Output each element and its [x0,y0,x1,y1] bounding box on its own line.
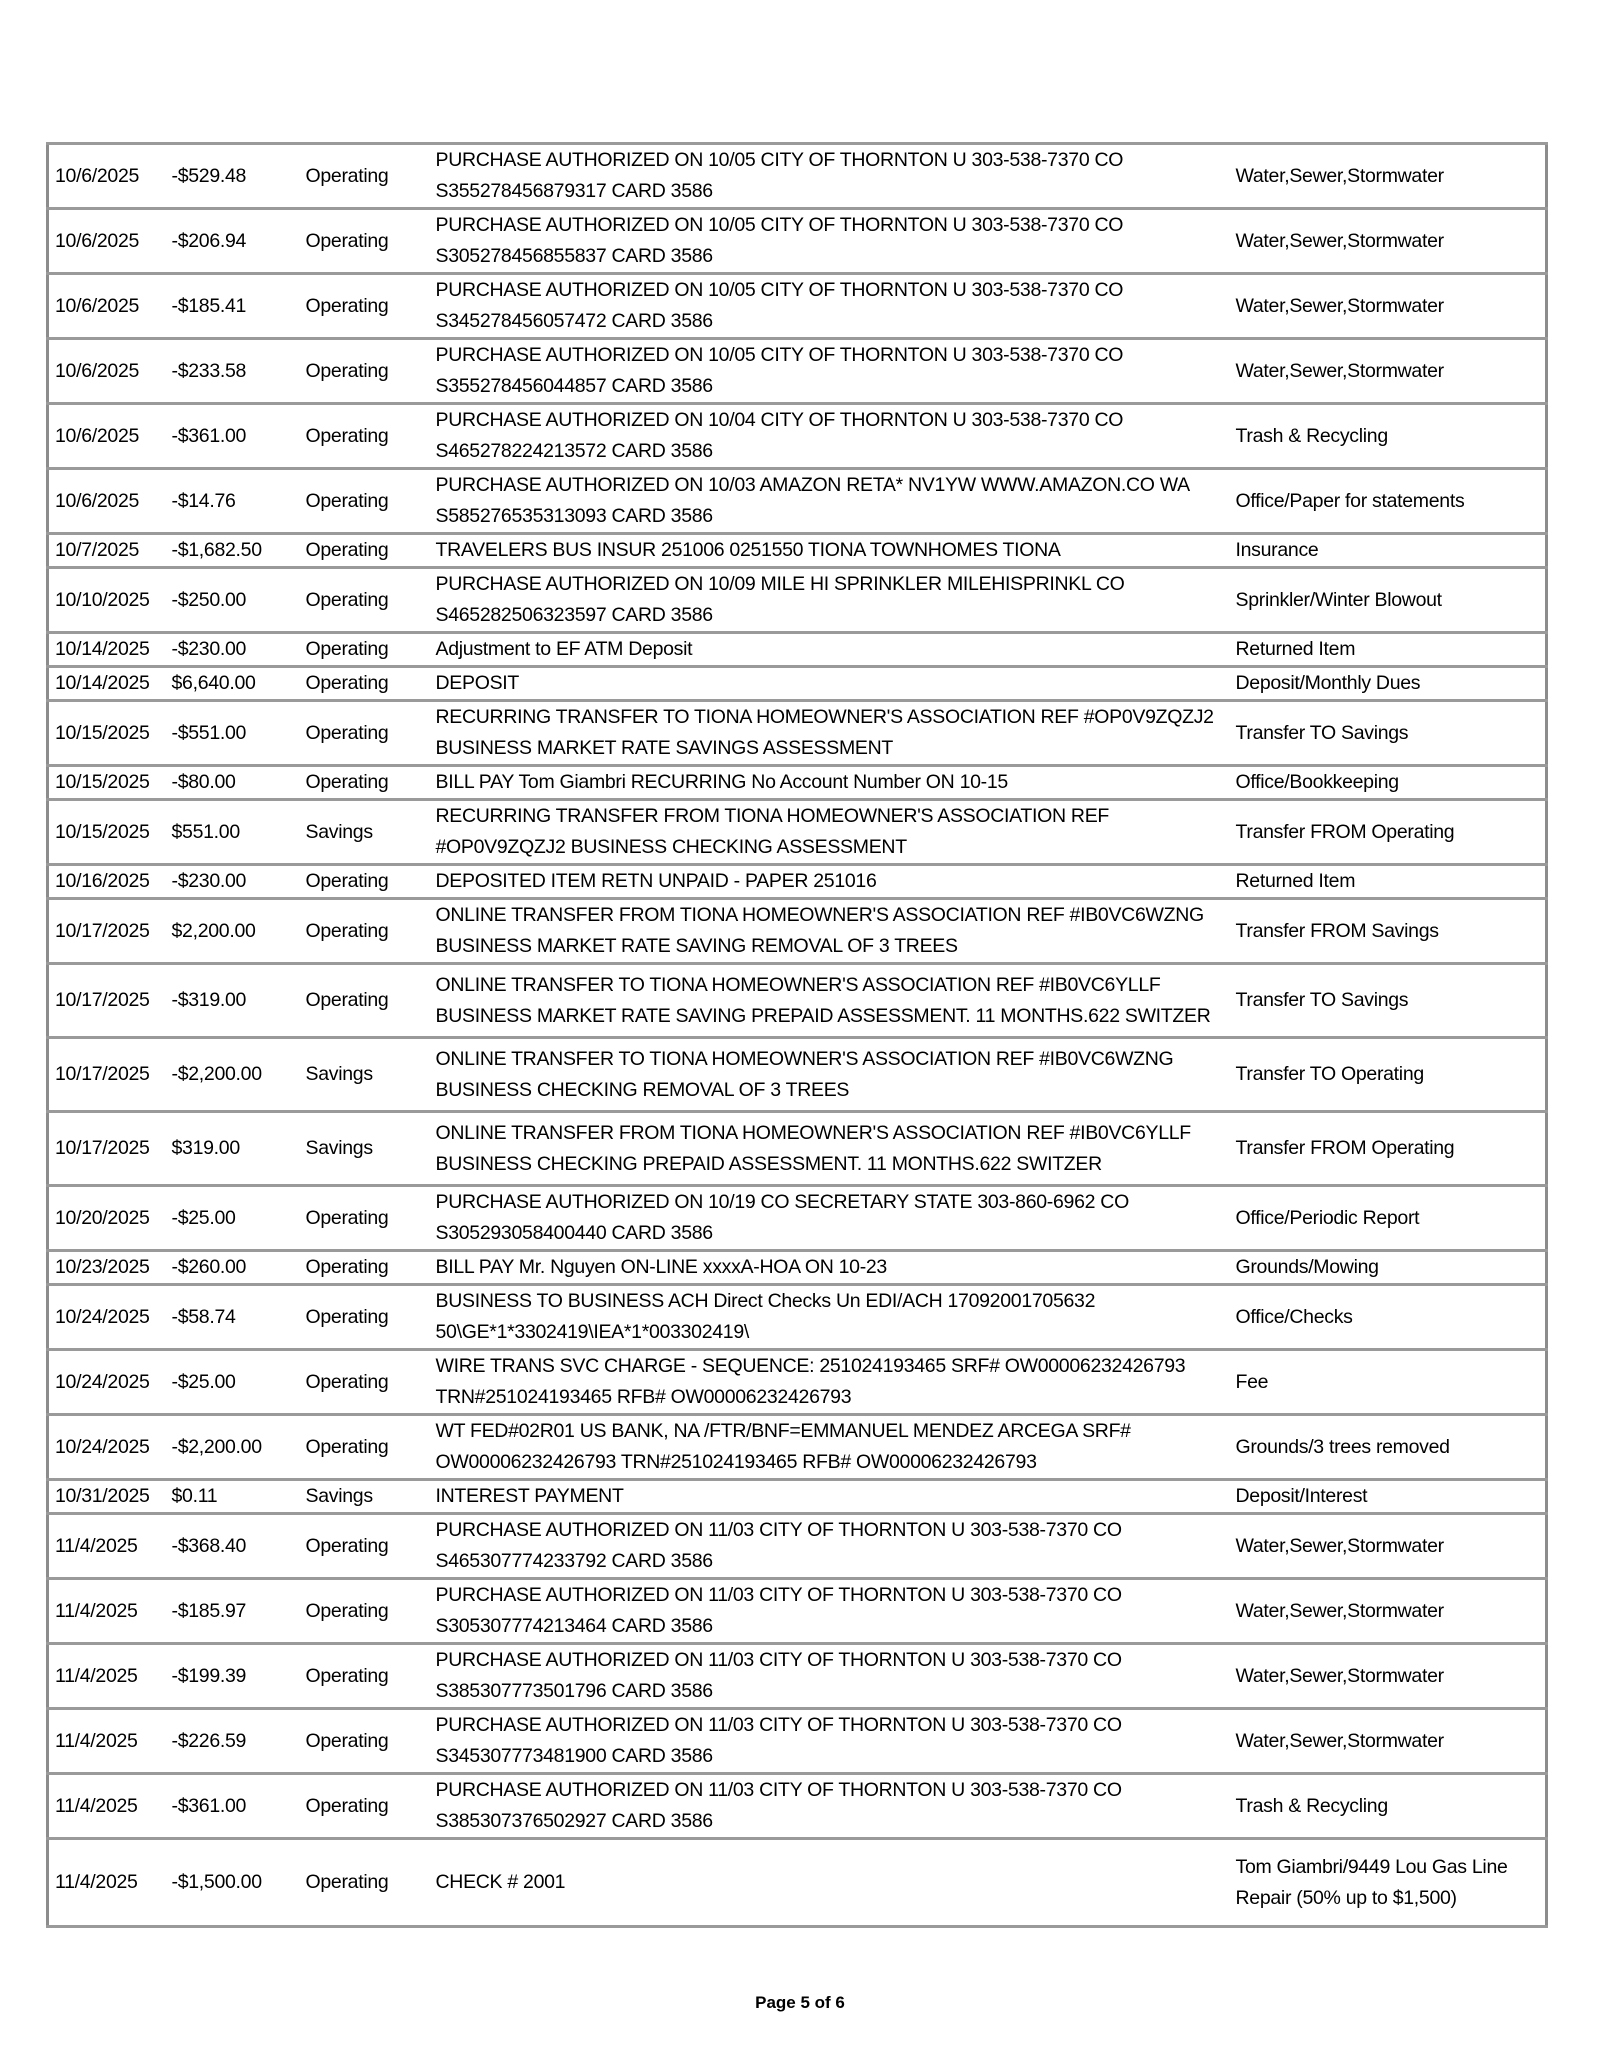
transaction-amount: -$260.00 [166,1251,300,1285]
transaction-date: 10/6/2025 [48,339,166,404]
transaction-account: Savings [300,1038,430,1112]
transaction-date: 11/4/2025 [48,1709,166,1774]
transaction-date: 10/24/2025 [48,1415,166,1480]
transaction-account: Operating [300,144,430,209]
transaction-amount: -$25.00 [166,1186,300,1251]
transaction-date: 10/6/2025 [48,404,166,469]
transaction-row [48,1839,1547,1927]
transaction-row [48,1038,1547,1112]
transaction-row [48,1774,1547,1839]
transaction-amount: -$226.59 [166,1709,300,1774]
transaction-account: Operating [300,469,430,534]
transaction-row [48,339,1547,404]
transaction-account: Operating [300,633,430,667]
transaction-description: PURCHASE AUTHORIZED ON 10/04 CITY OF THORNTON U 303-538-7370 CO S465278224213572 CARD 3586 [430,404,1230,469]
transaction-row [48,209,1547,274]
transaction-category: Deposit/Interest [1230,1480,1547,1514]
transaction-category: Office/Paper for statements [1230,469,1547,534]
transaction-date: 10/6/2025 [48,469,166,534]
transaction-row [48,1514,1547,1579]
transaction-account: Operating [300,701,430,766]
transaction-account: Operating [300,766,430,800]
transaction-category: Transfer TO Operating [1230,1038,1547,1112]
transaction-description: PURCHASE AUTHORIZED ON 10/05 CITY OF THORNTON U 303-538-7370 CO S305278456855837 CARD 3586 [430,209,1230,274]
transaction-amount: -$1,500.00 [166,1839,300,1927]
transaction-date: 10/10/2025 [48,568,166,633]
transaction-description: ONLINE TRANSFER TO TIONA HOMEOWNER'S ASSOCIATION REF #IB0VC6YLLF BUSINESS MARKET RATE SAVING PREPAID ASSESSMENT. 11 MONTHS.622 SWITZER [430,964,1230,1038]
transaction-amount: -$80.00 [166,766,300,800]
transaction-row [48,964,1547,1038]
transaction-description: BUSINESS TO BUSINESS ACH Direct Checks Un EDI/ACH 17092001705632 50\GE*1*3302419\IEA*1*003302419\ [430,1285,1230,1350]
transaction-amount: -$551.00 [166,701,300,766]
transaction-description: PURCHASE AUTHORIZED ON 11/03 CITY OF THORNTON U 303-538-7370 CO S345307773481900 CARD 3586 [430,1709,1230,1774]
transaction-amount: $319.00 [166,1112,300,1186]
transaction-date: 10/24/2025 [48,1285,166,1350]
transaction-account: Operating [300,1579,430,1644]
transaction-row [48,404,1547,469]
transaction-account: Operating [300,865,430,899]
transaction-amount: -$206.94 [166,209,300,274]
transaction-category: Transfer FROM Savings [1230,899,1547,964]
transaction-description: RECURRING TRANSFER FROM TIONA HOMEOWNER'S ASSOCIATION REF #OP0V9ZQZJ2 BUSINESS CHECKING ASSESSMENT [430,800,1230,865]
transaction-description: RECURRING TRANSFER TO TIONA HOMEOWNER'S ASSOCIATION REF #OP0V9ZQZJ2 BUSINESS MARKET RATE SAVINGS ASSESSMENT [430,701,1230,766]
transaction-description: PURCHASE AUTHORIZED ON 11/03 CITY OF THORNTON U 303-538-7370 CO S385307376502927 CARD 3586 [430,1774,1230,1839]
transaction-amount: -$25.00 [166,1350,300,1415]
transaction-date: 11/4/2025 [48,1579,166,1644]
transaction-amount: -$185.97 [166,1579,300,1644]
transaction-date: 10/15/2025 [48,701,166,766]
transaction-amount: $551.00 [166,800,300,865]
transaction-description: PURCHASE AUTHORIZED ON 10/09 MILE HI SPRINKLER MILEHISPRINKL CO S465282506323597 CARD 3586 [430,568,1230,633]
transaction-category: Transfer TO Savings [1230,964,1547,1038]
transaction-category: Tom Giambri/9449 Lou Gas Line Repair (50% up to $1,500) [1230,1839,1547,1927]
transaction-category: Transfer FROM Operating [1230,1112,1547,1186]
transaction-account: Operating [300,964,430,1038]
transaction-amount: -$1,682.50 [166,534,300,568]
transaction-date: 10/31/2025 [48,1480,166,1514]
transaction-row [48,568,1547,633]
transaction-amount: -$58.74 [166,1285,300,1350]
transaction-account: Operating [300,209,430,274]
transaction-date: 10/6/2025 [48,274,166,339]
transaction-description: DEPOSITED ITEM RETN UNPAID - PAPER 251016 [430,865,1230,899]
transaction-category: Office/Checks [1230,1285,1547,1350]
transaction-account: Operating [300,1774,430,1839]
transaction-account: Operating [300,1415,430,1480]
transaction-date: 10/16/2025 [48,865,166,899]
transaction-description: INTEREST PAYMENT [430,1480,1230,1514]
transaction-category: Fee [1230,1350,1547,1415]
transactions-table [46,142,1548,1928]
transaction-date: 10/20/2025 [48,1186,166,1251]
transaction-category: Office/Periodic Report [1230,1186,1547,1251]
transaction-date: 11/4/2025 [48,1774,166,1839]
transaction-date: 10/7/2025 [48,534,166,568]
transaction-row [48,144,1547,209]
transaction-account: Operating [300,568,430,633]
transaction-account: Operating [300,1514,430,1579]
transaction-description: ONLINE TRANSFER FROM TIONA HOMEOWNER'S ASSOCIATION REF #IB0VC6WZNG BUSINESS MARKET RATE SAVING REMOVAL OF 3 TREES [430,899,1230,964]
transaction-category: Returned Item [1230,633,1547,667]
transaction-description: PURCHASE AUTHORIZED ON 11/03 CITY OF THORNTON U 303-538-7370 CO S305307774213464 CARD 3586 [430,1579,1230,1644]
transaction-date: 10/23/2025 [48,1251,166,1285]
transaction-account: Operating [300,1350,430,1415]
transaction-account: Operating [300,1839,430,1927]
transaction-category: Grounds/Mowing [1230,1251,1547,1285]
transaction-category: Trash & Recycling [1230,1774,1547,1839]
transaction-amount: -$368.40 [166,1514,300,1579]
transaction-description: Adjustment to EF ATM Deposit [430,633,1230,667]
transaction-row [48,800,1547,865]
transaction-row [48,274,1547,339]
transaction-amount: -$529.48 [166,144,300,209]
transaction-amount: -$361.00 [166,404,300,469]
transaction-category: Water,Sewer,Stormwater [1230,1514,1547,1579]
transaction-account: Operating [300,1709,430,1774]
transaction-category: Water,Sewer,Stormwater [1230,274,1547,339]
transaction-description: ONLINE TRANSFER TO TIONA HOMEOWNER'S ASSOCIATION REF #IB0VC6WZNG BUSINESS CHECKING REMOVAL OF 3 TREES [430,1038,1230,1112]
transaction-date: 10/17/2025 [48,899,166,964]
transactions-body [48,144,1547,1927]
transaction-row [48,534,1547,568]
transaction-description: TRAVELERS BUS INSUR 251006 0251550 TIONA TOWNHOMES TIONA [430,534,1230,568]
transaction-description: WT FED#02R01 US BANK, NA /FTR/BNF=EMMANUEL MENDEZ ARCEGA SRF# OW00006232426793 TRN#251024193465 RFB# OW00006232426793 [430,1415,1230,1480]
transaction-date: 10/6/2025 [48,144,166,209]
transaction-account: Savings [300,1480,430,1514]
transaction-description: PURCHASE AUTHORIZED ON 10/03 AMAZON RETA* NV1YW WWW.AMAZON.CO WA S585276535313093 CARD 3586 [430,469,1230,534]
transaction-description: PURCHASE AUTHORIZED ON 11/03 CITY OF THORNTON U 303-538-7370 CO S385307773501796 CARD 3586 [430,1644,1230,1709]
transaction-row [48,1644,1547,1709]
transaction-category: Office/Bookkeeping [1230,766,1547,800]
transaction-account: Operating [300,1285,430,1350]
transaction-category: Transfer FROM Operating [1230,800,1547,865]
transaction-category: Deposit/Monthly Dues [1230,667,1547,701]
transaction-date: 10/17/2025 [48,1038,166,1112]
transaction-amount: -$250.00 [166,568,300,633]
transaction-amount: -$319.00 [166,964,300,1038]
transaction-account: Operating [300,274,430,339]
transaction-account: Operating [300,339,430,404]
transaction-account: Operating [300,534,430,568]
transaction-date: 10/14/2025 [48,633,166,667]
transaction-row [48,701,1547,766]
transaction-category: Sprinkler/Winter Blowout [1230,568,1547,633]
transaction-description: PURCHASE AUTHORIZED ON 10/19 CO SECRETARY STATE 303-860-6962 CO S305293058400440 CARD 3586 [430,1186,1230,1251]
transaction-category: Insurance [1230,534,1547,568]
transaction-date: 10/15/2025 [48,766,166,800]
transaction-account: Savings [300,800,430,865]
transaction-date: 11/4/2025 [48,1839,166,1927]
transaction-description: PURCHASE AUTHORIZED ON 10/05 CITY OF THORNTON U 303-538-7370 CO S355278456879317 CARD 3586 [430,144,1230,209]
transaction-date: 11/4/2025 [48,1514,166,1579]
transaction-account: Operating [300,667,430,701]
transaction-amount: -$230.00 [166,865,300,899]
transaction-row [48,1251,1547,1285]
transaction-category: Water,Sewer,Stormwater [1230,1644,1547,1709]
transaction-row [48,1112,1547,1186]
transaction-row [48,1186,1547,1251]
transaction-row [48,865,1547,899]
transaction-amount: -$233.58 [166,339,300,404]
transaction-amount: -$199.39 [166,1644,300,1709]
transaction-row [48,1350,1547,1415]
transaction-row [48,1709,1547,1774]
transaction-category: Transfer TO Savings [1230,701,1547,766]
transaction-category: Returned Item [1230,865,1547,899]
transaction-description: PURCHASE AUTHORIZED ON 10/05 CITY OF THORNTON U 303-538-7370 CO S345278456057472 CARD 3586 [430,274,1230,339]
transaction-category: Water,Sewer,Stormwater [1230,209,1547,274]
transaction-amount: -$14.76 [166,469,300,534]
transaction-row [48,667,1547,701]
transaction-description: PURCHASE AUTHORIZED ON 10/05 CITY OF THORNTON U 303-538-7370 CO S355278456044857 CARD 3586 [430,339,1230,404]
transaction-date: 10/17/2025 [48,1112,166,1186]
transaction-description: BILL PAY Mr. Nguyen ON-LINE xxxxA-HOA ON 10-23 [430,1251,1230,1285]
transaction-category: Water,Sewer,Stormwater [1230,1579,1547,1644]
transaction-row [48,899,1547,964]
transaction-amount: $0.11 [166,1480,300,1514]
transaction-category: Trash & Recycling [1230,404,1547,469]
transaction-amount: $6,640.00 [166,667,300,701]
transaction-category: Water,Sewer,Stormwater [1230,144,1547,209]
transaction-row [48,1285,1547,1350]
transaction-account: Operating [300,1644,430,1709]
transaction-amount: -$230.00 [166,633,300,667]
transaction-row [48,1579,1547,1644]
transaction-category: Water,Sewer,Stormwater [1230,1709,1547,1774]
transaction-row [48,469,1547,534]
transaction-amount: -$2,200.00 [166,1415,300,1480]
transaction-date: 10/14/2025 [48,667,166,701]
transaction-account: Savings [300,1112,430,1186]
transaction-date: 10/17/2025 [48,964,166,1038]
transaction-account: Operating [300,899,430,964]
transaction-account: Operating [300,404,430,469]
transaction-description: BILL PAY Tom Giambri RECURRING No Account Number ON 10-15 [430,766,1230,800]
transaction-amount: -$361.00 [166,1774,300,1839]
transaction-date: 10/24/2025 [48,1350,166,1415]
transaction-row [48,633,1547,667]
transaction-date: 10/6/2025 [48,209,166,274]
transaction-account: Operating [300,1251,430,1285]
transaction-description: WIRE TRANS SVC CHARGE - SEQUENCE: 251024193465 SRF# OW00006232426793 TRN#251024193465 RFB# OW00006232426793 [430,1350,1230,1415]
transaction-amount: -$185.41 [166,274,300,339]
transaction-description: PURCHASE AUTHORIZED ON 11/03 CITY OF THORNTON U 303-538-7370 CO S465307774233792 CARD 3586 [430,1514,1230,1579]
transaction-category: Grounds/3 trees removed [1230,1415,1547,1480]
transaction-account: Operating [300,1186,430,1251]
transaction-amount: $2,200.00 [166,899,300,964]
transaction-category: Water,Sewer,Stormwater [1230,339,1547,404]
transaction-row [48,1480,1547,1514]
transaction-description: ONLINE TRANSFER FROM TIONA HOMEOWNER'S ASSOCIATION REF #IB0VC6YLLF BUSINESS CHECKING PREPAID ASSESSMENT. 11 MONTHS.622 SWITZER [430,1112,1230,1186]
transaction-row [48,766,1547,800]
transaction-description: DEPOSIT [430,667,1230,701]
transaction-description: CHECK # 2001 [430,1839,1230,1927]
transaction-row [48,1415,1547,1480]
transaction-date: 11/4/2025 [48,1644,166,1709]
transaction-amount: -$2,200.00 [166,1038,300,1112]
page-number: Page 5 of 6 [755,1993,845,2012]
transaction-date: 10/15/2025 [48,800,166,865]
